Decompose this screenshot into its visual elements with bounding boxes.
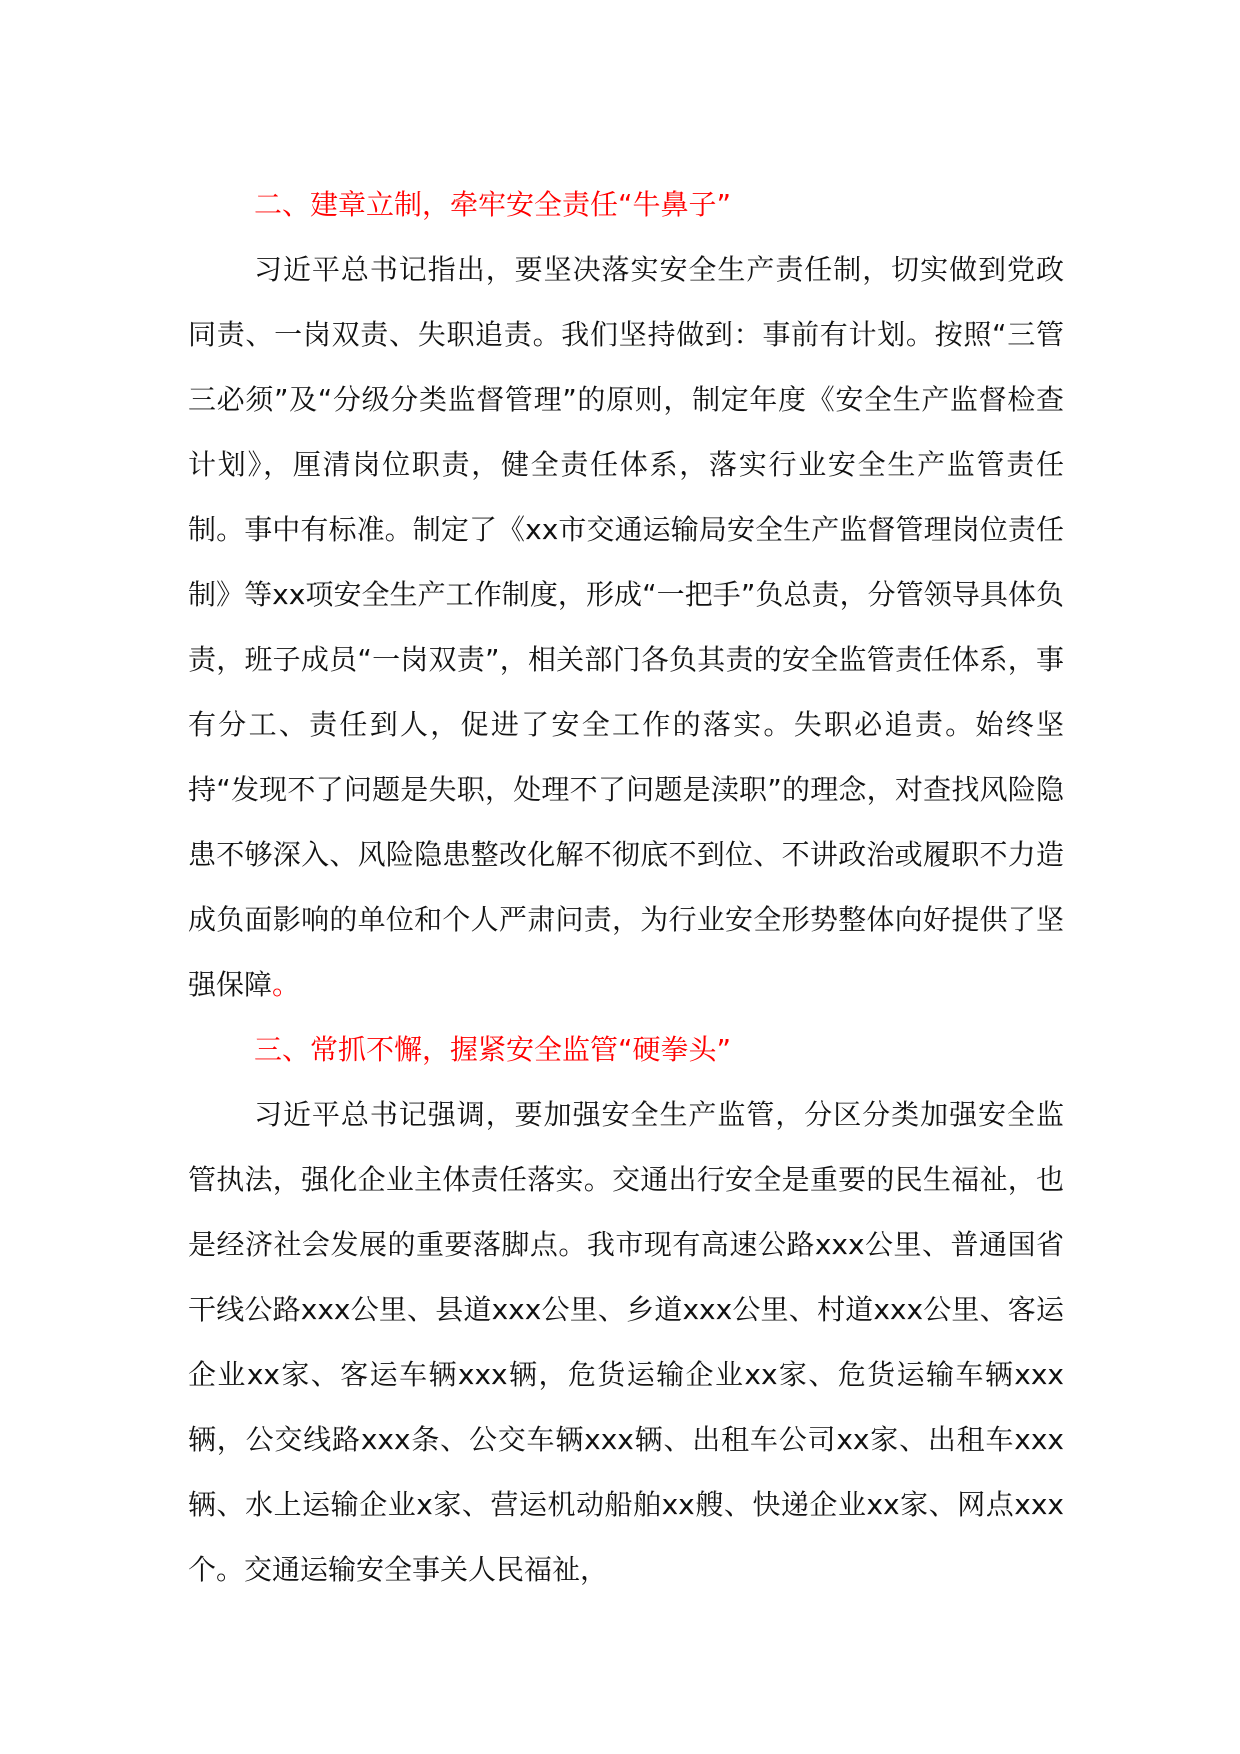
section-2-body-text: 习近平总书记指出，要坚决落实安全生产责任制，切实做到党政同责、一岗双责、失职追责。我们坚持做到：事前有计划。按照“三管三必须”及“分级分类监督管理”的原则，制定年度《安全生产监督检查计划》，厘清岗位职责，健全责任体系，落实行业安全生产监管责任制。事中有标准。制定了《xx市交通运输局安全生产监督管理岗位责任制》等xx项安全生产工作制度，形成“一把手”负总责，分管领导具体负责，班子成员“一岗双责”，相关部门各负其责的安全监管责任体系，事有分工、责任到人，促进了安全工作的落实。失职必追责。始终坚持“发现不了问题是失职，处理不了问题是渎职”的理念，对查找风险隐患不够深入、风险隐患整改化解不彻底不到位、不讲政治或履职不力造成负面影响的单位和个人严肃问责，为行业安全形势整体向好提供了坚强保障 (188, 253, 1064, 1001)
section-2-body (188, 237, 1064, 1017)
section-2-body-end: 。 (272, 968, 301, 1001)
section-2-heading: 二、建章立制，牵牢安全责任“牛鼻子” (254, 188, 732, 221)
section-3-heading: 三、常抓不懈，握紧安全监管“硬拳头” (254, 1033, 732, 1066)
document-page (188, 172, 1064, 1602)
section-3-body: 习近平总书记强调，要加强安全生产监管，分区分类加强安全监管执法，强化企业主体责任落实。交通出行安全是重要的民生福祉，也是经济社会发展的重要落脚点。我市现有高速公路xxx公里、普通国省干线公路xxx公里、县道xxx公里、乡道xxx公里、村道xxx公里、客运企业xx家、客运车辆xxx辆，危货运输企业xx家、危货运输车辆xxx辆，公交线路xxx条、公交车辆xxx辆、出租车公司xx家、出租车xxx辆、水上运输企业x家、营运机动船舶xx艘、快递企业xx家、网点xxx个。交通运输安全事关人民福祉， (188, 1098, 1064, 1586)
